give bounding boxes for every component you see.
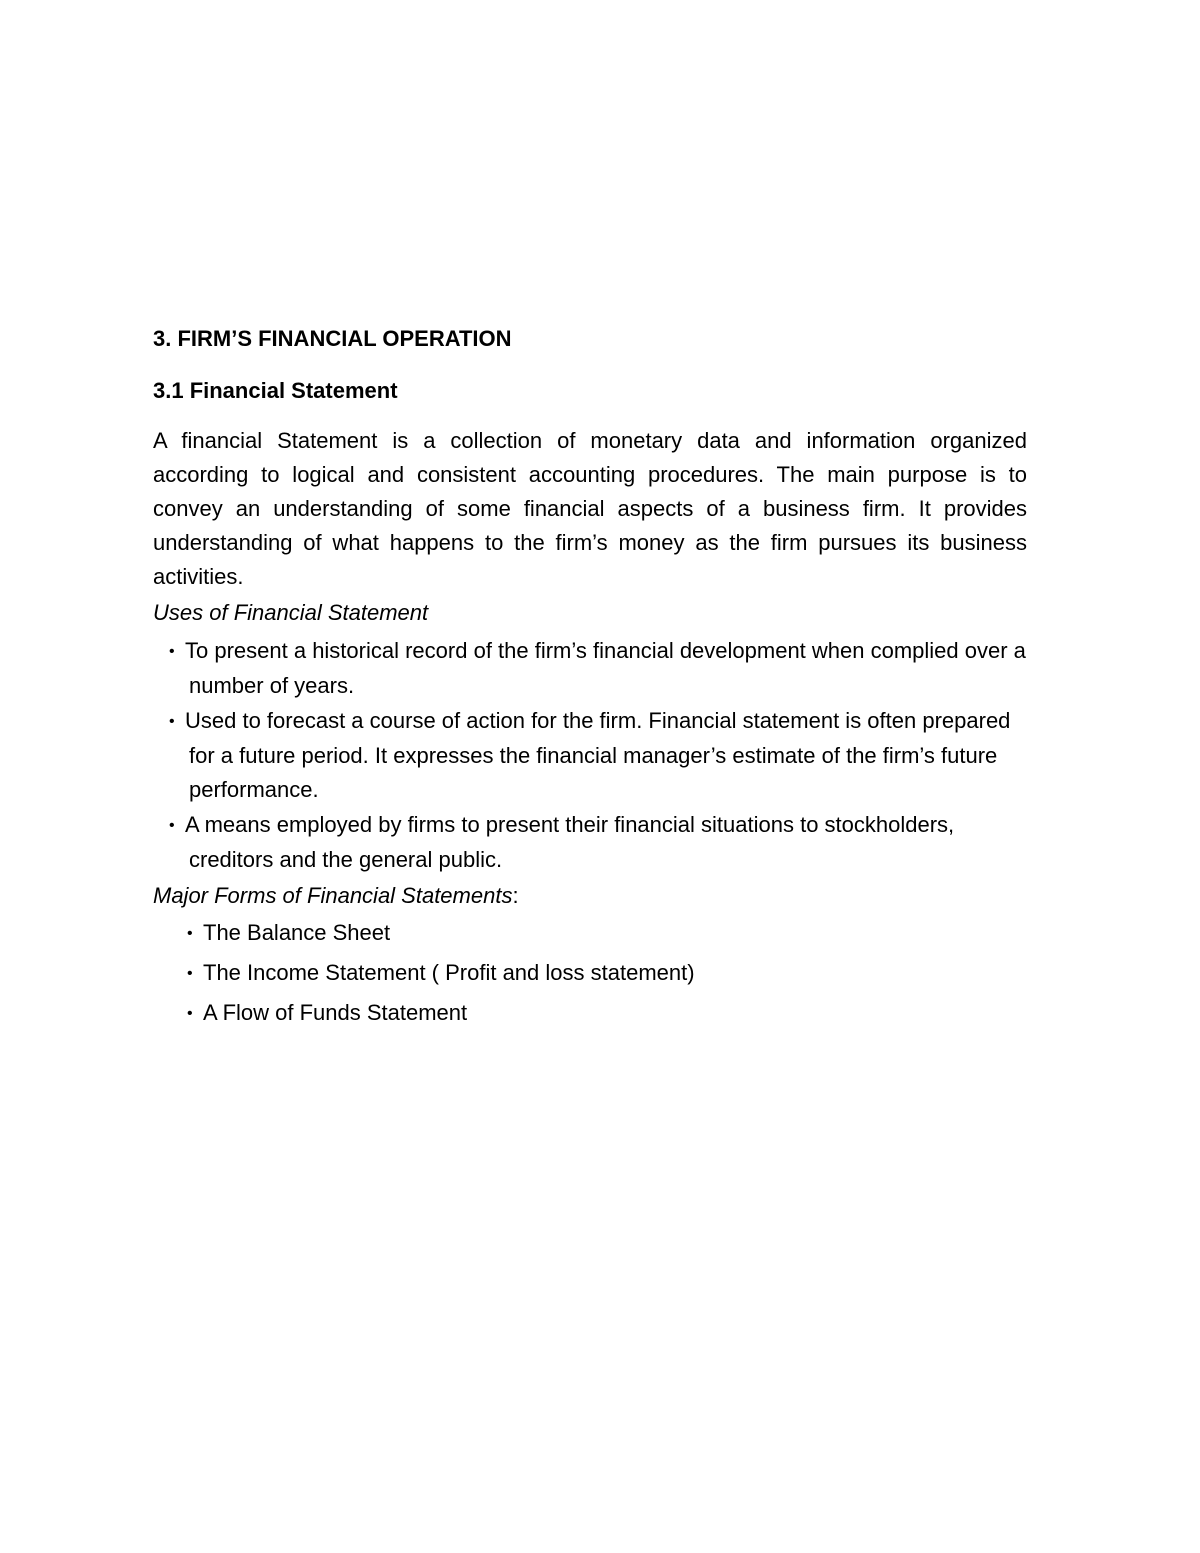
bullet-icon: • <box>169 817 175 834</box>
list-item-text: Used to forecast a course of action for the firm. Financial statement is often prepared for a future period. It expresses the financial manager’s estimate of the firm’s future performance. <box>185 708 1011 802</box>
list-item <box>187 996 1027 1031</box>
uses-list <box>153 634 1027 877</box>
forms-heading: Major Forms of Financial Statements <box>153 883 513 908</box>
bullet-icon: • <box>169 643 175 660</box>
bullet-icon: • <box>187 1005 193 1022</box>
section-title: 3. FIRM’S FINANCIAL OPERATION <box>153 326 512 351</box>
list-item <box>153 634 1027 703</box>
list-item-text: The Income Statement ( Profit and loss statement) <box>203 960 695 985</box>
uses-heading: Uses of Financial Statement <box>153 600 429 625</box>
list-item <box>187 956 1027 991</box>
list-item <box>153 808 1027 877</box>
forms-heading-line <box>153 879 1027 913</box>
document-page <box>153 322 1027 1036</box>
forms-list <box>153 916 1027 1031</box>
intro-paragraph: A financial Statement is a collection of monetary data and information organized according to logical and consistent accounting procedures. The main purpose is to convey an understanding of some financial aspects of a business firm. It provides understanding of what happens to the firm’s money as the firm pursues its business activities. <box>153 428 1027 589</box>
list-item-text: The Balance Sheet <box>203 920 391 945</box>
bullet-icon: • <box>187 925 193 942</box>
bullet-icon: • <box>187 965 193 982</box>
forms-heading-colon: : <box>512 883 519 908</box>
list-item-text: A Flow of Funds Statement <box>203 1000 468 1025</box>
list-item-text: To present a historical record of the firm’s financial development when complied over a number of years. <box>185 638 1026 698</box>
subsection-title: 3.1 Financial Statement <box>153 378 398 403</box>
bullet-icon: • <box>169 713 175 730</box>
list-item <box>153 704 1027 807</box>
list-item-text: A means employed by firms to present their financial situations to stockholders, creditors and the general public. <box>185 812 955 872</box>
list-item <box>187 916 1027 951</box>
